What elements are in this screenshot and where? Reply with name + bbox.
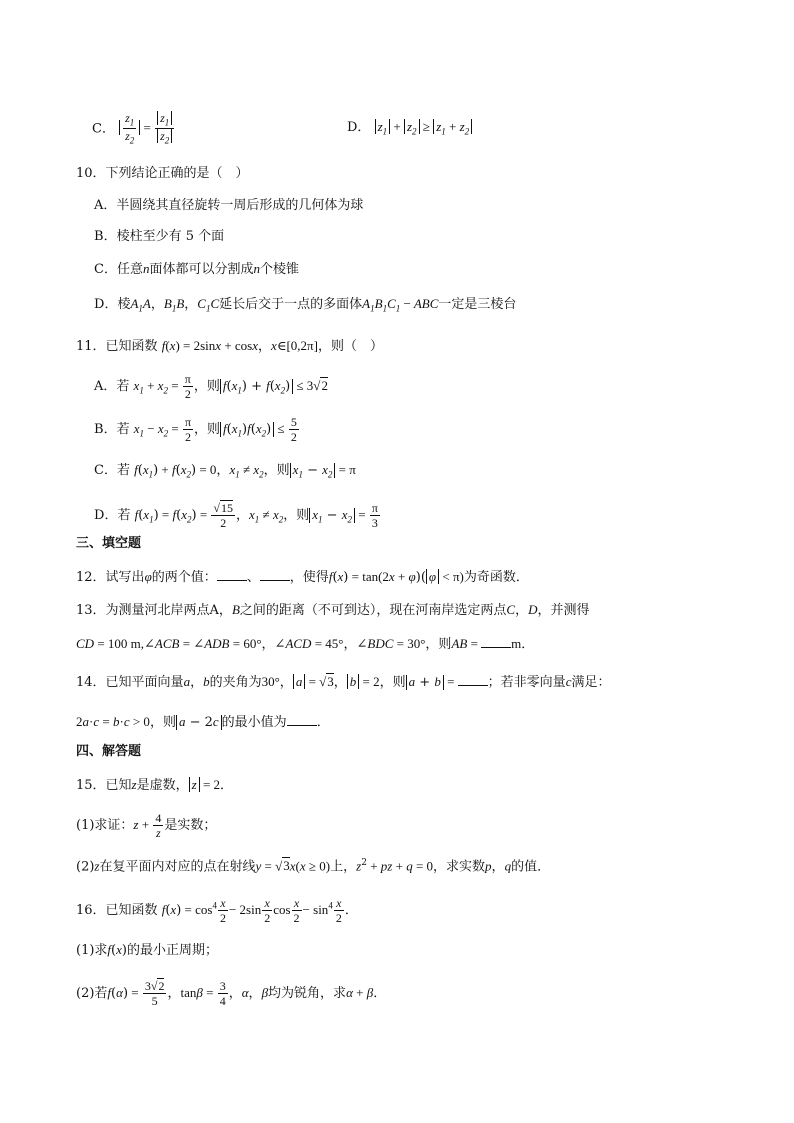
section-heading-solution: 四、解答题 xyxy=(76,744,142,759)
q10-option-c: C．任意n面体都可以分割成n个棱锥 xyxy=(94,261,299,277)
section-heading-fill-in: 三、填空题 xyxy=(76,536,142,551)
math-expr: $z_1 + z_2 \ge z_1 + z_2$ xyxy=(375,119,473,134)
q9-option-c xyxy=(92,112,175,146)
option-label: C． xyxy=(92,121,115,137)
q16-part2: (2)若f(α) = $\frac{3√2}{5}$ ，tanβ = $\frac{3}{4}$ ，α，β均为锐角，求α + β． xyxy=(76,979,387,1008)
q10-option-a: A．半圆绕其直径旋转一周后形成的几何体为球 xyxy=(94,198,364,213)
q10-option-b: B．棱柱至少有 5 个面 xyxy=(94,229,225,244)
q15-stem: 15．已知z是虚数， z = 2． xyxy=(76,777,234,793)
q15-part2: (2)z在复平面内对应的点在射线y = √3x(x ≥ 0)上，$z^2$ + pz + q = 0，求实数p，q的值． xyxy=(76,858,551,875)
q14-line1: 14．已知平面向量a，b的夹角为30°， a = √3， b = 2，则 a + b = ；若非零向量c满足： xyxy=(76,674,611,690)
q11-option-b: B．若 $x_1 - x_2$ = $\frac{\pi}{2}$ ，则 $f(x_1)f(x_2)$ ≤ $\frac{5}{2}$ xyxy=(94,415,297,444)
q11-option-d: D．若 $f(x_1) = f(x_2)$ = $\frac{√15}{2}$ ，$x_1 \ne x_2$，则 $x_1 - x_2$ = $\frac{\pi}{3}$ xyxy=(94,501,378,530)
q13-line2: CD = 100 m,∠ACB = ∠ADB = 60°，∠ACD = 45°，∠BDC = 30°，则AB = m． xyxy=(76,636,535,652)
q10-option-d: D．棱$A_1A$，$B_1B$，$C_1C$延长后交于一点的多面体$A_1B_1C_1$ − ABC一定是三棱台 xyxy=(94,296,517,314)
q11-option-a: A．若 $x_1 + x_2$ = $\frac{\pi}{2}$ ，则 $f(x_1) + f(x_2) \le 3√2$ xyxy=(94,372,328,401)
q16-part1: (1)求f(x)的最小正周期； xyxy=(76,942,218,958)
q11-stem: 11．已知函数 f(x) = 2sinx + cosx，x∈[0,2π]，则（ ） xyxy=(76,338,383,354)
q9-option-d xyxy=(347,120,472,137)
q10-stem: 10．下列结论正确的是（ ） xyxy=(76,166,249,181)
math-expr: $\frac{z_1}{z_2}$ = $\frac{z_1}{z_2}$ xyxy=(119,112,175,146)
q11-option-c: C．若 $f(x_1) + f(x_2) = 0$，$x_1 \ne x_2$，则 $x_1 - x_2 = \pi$ xyxy=(94,462,356,480)
q12: 12．试写出φ的两个值： 、 ，使得f(x) = tan(2x + φ)( φ < π)为奇函数． xyxy=(76,569,529,585)
option-label: D． xyxy=(347,120,371,135)
q13-line1: 13．为测量河北岸两点A，B之间的距离（不可到达），现在河南岸选定两点C，D，并测得 xyxy=(76,602,590,618)
q14-line2: 2a·c = b·c > 0，则 a − 2c 的最小值为 ． xyxy=(76,714,330,730)
q15-part1: (1)求证：z + $\frac{4}{z}$ 是实数； xyxy=(76,811,217,840)
q16-stem: 16．已知函数 $f(x) = \cos^4$ $\frac{x}{2}$ − 2sin $\frac{x}{2}$ cos $\frac{x}{2}$ − $\sin^4$ $\frac{x}{2}$ ． xyxy=(76,896,358,925)
